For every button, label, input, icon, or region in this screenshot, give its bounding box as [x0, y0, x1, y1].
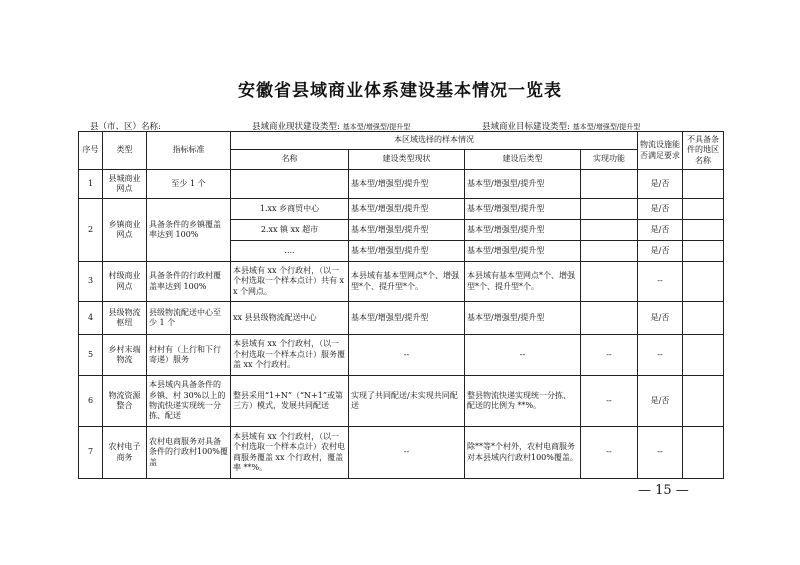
header-name: 名称 — [231, 150, 349, 170]
indicator-cell: 具备条件的行政村覆盖率达到 100% — [147, 262, 231, 302]
current-type-cell: 基本型/增强型/提升型 — [349, 199, 465, 220]
lacking-cell — [683, 376, 724, 427]
meets-cell: -- — [638, 427, 683, 479]
function-cell — [581, 170, 638, 199]
category-cell: 县级物流枢纽 — [103, 302, 147, 335]
header-function: 实现功能 — [581, 150, 638, 170]
lacking-cell — [683, 220, 724, 241]
indicator-cell: 本县域内具备条件的乡镇、村 30%以上的物流快递实现统一分拣、配送 — [147, 376, 231, 427]
header-lacking: 不具备条件的地区名称 — [683, 132, 724, 170]
meets-cell: 是/否 — [638, 199, 683, 220]
table-row — [79, 376, 724, 427]
after-type-cell: -- — [465, 335, 581, 376]
header-indicator: 指标标准 — [147, 132, 231, 170]
table-row — [79, 302, 724, 335]
name-cell: 本县域有 xx 个行政村，（以一个村选取一个样本点计）农村电商服务覆盖 xx 个行政村，覆盖率 **%。 — [231, 427, 349, 479]
after-type-cell: 基本型/增强型/提升型 — [465, 170, 581, 199]
seq-cell: 6 — [79, 376, 103, 427]
indicator-cell: 具备条件的乡镇覆盖率达到 100% — [147, 199, 231, 262]
table-row — [79, 335, 724, 376]
target-type-label: 县域商业目标建设类型: — [482, 122, 570, 132]
function-cell: -- — [581, 335, 638, 376]
table-row — [79, 427, 724, 479]
current-type-cell: 基本型/增强型/提升型 — [349, 241, 465, 262]
meets-cell: -- — [638, 335, 683, 376]
function-cell: -- — [581, 376, 638, 427]
meets-cell: 是/否 — [638, 302, 683, 335]
current-type-cell: -- — [349, 335, 465, 376]
category-cell: 县城商业网点 — [103, 170, 147, 199]
indicator-cell: 农村电商服务对具备条件的行政村100%覆盖 — [147, 427, 231, 479]
after-type-cell: 基本型/增强型/提升型 — [465, 241, 581, 262]
name-cell: 整县采用“1+N”（“N+1”或第三方）模式，发展共同配送 — [231, 376, 349, 427]
county-name-label: 县（市、区）名称: — [90, 122, 161, 132]
page-title: 安徽省县域商业体系建设基本情况一览表 — [238, 81, 562, 101]
after-type-cell: 本县域有基本型网点*个、增强型*个、提升型*个。 — [465, 262, 581, 302]
lacking-cell — [683, 241, 724, 262]
category-cell: 村级商业网点 — [103, 262, 147, 302]
after-type-cell: 整县物流快递实现统一分拣、配送的比例为 **%。 — [465, 376, 581, 427]
seq-cell: 2 — [79, 199, 103, 262]
indicator-cell: 村村有（上行和下行寄递）服务 — [147, 335, 231, 376]
category-cell: 乡村末端物流 — [103, 335, 147, 376]
name-cell: .... — [231, 241, 349, 262]
category-cell: 农村电子商务 — [103, 427, 147, 479]
name-cell: xx 县县级物流配送中心 — [231, 302, 349, 335]
meets-cell: 是/否 — [638, 241, 683, 262]
table-row — [79, 170, 724, 199]
category-cell: 物流资源整合 — [103, 376, 147, 427]
current-type-cell: 基本型/增强型/提升型 — [349, 220, 465, 241]
function-cell — [581, 220, 638, 241]
seq-cell: 1 — [79, 170, 103, 199]
lacking-cell — [683, 302, 724, 335]
current-type-cell: 基本型/增强型/提升型 — [349, 170, 465, 199]
function-cell — [581, 262, 638, 302]
after-type-cell: 基本型/增强型/提升型 — [465, 220, 581, 241]
current-type-cell: 实现了共同配送/未实现共同配送 — [349, 376, 465, 427]
seq-cell: 7 — [79, 427, 103, 479]
lacking-cell — [683, 427, 724, 479]
summary-table — [78, 131, 724, 479]
current-type-options: 基本型/增强型/提升型 — [342, 123, 411, 131]
after-type-cell: 基本型/增强型/提升型 — [465, 199, 581, 220]
name-cell: 本县域有 xx 个行政村，（以一个村选取一个样本点计）服务覆盖 xx 个行政村。 — [231, 335, 349, 376]
seq-cell: 3 — [79, 262, 103, 302]
current-type-cell: 本县域有基本型网点*个、增强型*个、提升型*个。 — [349, 262, 465, 302]
header-sample-group: 本区域选择的样本情况 — [231, 132, 638, 150]
seq-cell: 4 — [79, 302, 103, 335]
meets-cell: 是/否 — [638, 170, 683, 199]
lacking-cell — [683, 199, 724, 220]
header-row-top — [79, 132, 724, 150]
header-seq: 序号 — [79, 132, 103, 170]
meets-cell: -- — [638, 262, 683, 302]
current-type-cell: -- — [349, 427, 465, 479]
name-cell: 2.xx 镇 xx 超市 — [231, 220, 349, 241]
after-type-cell: 基本型/增强型/提升型 — [465, 302, 581, 335]
function-cell: -- — [581, 427, 638, 479]
function-cell — [581, 302, 638, 335]
header-meets: 物流设施能否满足要求 — [638, 132, 683, 170]
seq-cell: 5 — [79, 335, 103, 376]
name-cell — [231, 170, 349, 199]
current-type-label: 县域商业现状建设类型: — [252, 122, 340, 132]
page-number: — 15 — — [638, 483, 689, 498]
current-type-cell: 基本型/增强型/提升型 — [349, 302, 465, 335]
header-current-type: 建设类型现状 — [349, 150, 465, 170]
lacking-cell — [683, 335, 724, 376]
header-category: 类型 — [103, 132, 147, 170]
table-row — [79, 262, 724, 302]
name-cell: 本县域有 xx 个行政村，（以一个村选取一个样本点计）共有 xx 个网点。 — [231, 262, 349, 302]
lacking-cell — [683, 262, 724, 302]
meets-cell: 是/否 — [638, 376, 683, 427]
function-cell — [581, 199, 638, 220]
after-type-cell: 除**等*个村外，农村电商服务对本县域内行政村100%覆盖。 — [465, 427, 581, 479]
target-type-options: 基本型/增强型/提升型 — [572, 123, 641, 131]
indicator-cell: 县级物流配送中心至少 1 个 — [147, 302, 231, 335]
table-row — [79, 199, 724, 220]
indicator-cell: 至少 1 个 — [147, 170, 231, 199]
name-cell: 1.xx 乡商贸中心 — [231, 199, 349, 220]
function-cell — [581, 241, 638, 262]
meets-cell: 是/否 — [638, 220, 683, 241]
header-after-type: 建设后类型 — [465, 150, 581, 170]
category-cell: 乡镇商业网点 — [103, 199, 147, 262]
lacking-cell — [683, 170, 724, 199]
